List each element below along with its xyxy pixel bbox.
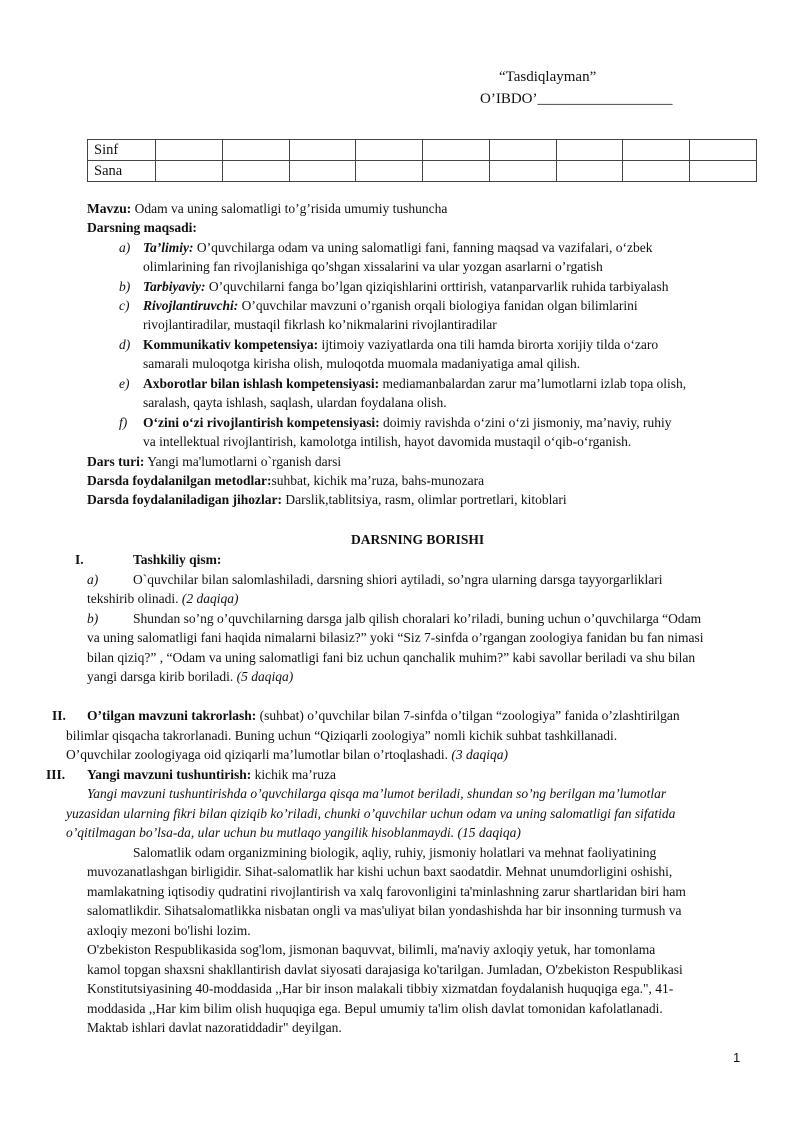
- italic-line: yuzasidan ularning fikri bilan qiziqib ko’riladi, chunki o’quvchilar uchun odam va uning salomatligi fan sifatida: [66, 806, 676, 821]
- goal-item: [143, 335, 658, 354]
- goal-title: Kommunikativ kompetensiya:: [143, 337, 319, 352]
- italic-line: o’qitilmagan bo’lsa-da, ular uchun bu mutlaqo yangilik hisoblanmaydi. (15 daqiqa): [66, 825, 521, 840]
- paragraph-line: axloqiy mezoni bo'lishi lozim.: [87, 923, 251, 938]
- goal-item: [143, 277, 668, 296]
- equipment-line: [87, 490, 567, 509]
- row-label-sinf: Sinf: [88, 140, 156, 161]
- row-label-sana: Sana: [88, 161, 156, 182]
- goal-item: [143, 296, 638, 315]
- goal-title: Axborotlar bilan ishlash kompetensiyasi:: [143, 376, 380, 391]
- table-cell: [423, 161, 490, 182]
- paragraph-line: Konstitutsiyasining 40-moddasida ,,Har bir inson malakali tibbiy xizmatdan foydalanish huquqiga ega.", 41-: [87, 981, 674, 996]
- goal-marker: d): [119, 337, 131, 352]
- paragraph-line: Salomatlik odam organizmining biologik, aqliy, ruhiy, jismoniy holatlari va mehnat faoliyatining: [133, 845, 657, 860]
- text: tekshirib olinadi.: [87, 591, 182, 606]
- goal-title: Ta’limiy:: [143, 240, 194, 255]
- table-row: [88, 161, 757, 182]
- goal-marker: c): [119, 298, 130, 313]
- time-note: (3 daqiqa): [451, 747, 509, 762]
- paragraph-line: bilan qiziq?” , “Odam va uning salomatligi fani biz uchun qanchalik muhim?” kabi savollar beriladi va shu bilan: [87, 650, 696, 665]
- table-cell: [289, 161, 356, 182]
- table-cell: [423, 140, 490, 161]
- paragraph-line: [87, 765, 336, 784]
- section-title: Tashkiliy qism:: [133, 552, 222, 567]
- table-cell: [489, 161, 556, 182]
- text: (suhbat) o’quvchilar bilan 7-sinfda o’tilgan “zoologiya” fanida o’zlashtirilgan: [256, 708, 680, 723]
- topic-label: Mavzu:: [87, 201, 132, 216]
- paragraph-line: [66, 745, 508, 764]
- paragraph-line: muvozanatlashgan birligidir. Sihat-salomatlik har kishi uchun baxt saodatdir. Mehnat unumdorligini oshishi,: [87, 864, 673, 879]
- goal-marker: f): [119, 415, 128, 430]
- goal-text-cont: olimlarining fan rivojlanishiga qo’shgan xissalarini va ular yozgan asarlarni o’rgatish: [143, 259, 603, 274]
- page-number: 1: [733, 1050, 741, 1065]
- italic-line: Yangi mavzuni tushuntirishda o’quvchilarga qisqa ma’lumot beriladi, shundan so’ng berilgan ma’lumotlar: [87, 786, 667, 801]
- paragraph-line: moddasida ,,Har kim bilim olish huquqiga ega. Bepul umumiy ta'lim olish davlat tomonidan kafolatlanadi.: [87, 1001, 663, 1016]
- section-numeral: I.: [75, 552, 84, 567]
- goal-text: ijtimoiy vaziyatlarda ona tili hamda birorta xorijiy tilda o‘zaro: [318, 337, 659, 352]
- time-note: (2 daqiqa): [181, 591, 239, 606]
- text: kichik ma’ruza: [251, 767, 337, 782]
- text: O’quvchilar zoologiyaga oid qiziqarli ma’lumotlar bilan o’rtoqlashadi.: [66, 747, 452, 762]
- section-title: O’tilgan mavzuni takrorlash:: [87, 708, 257, 723]
- time-note: (5 daqiqa): [236, 669, 294, 684]
- goal-title: O‘zini o‘zi rivojlantirish kompetensiyasi:: [143, 415, 380, 430]
- paragraph-line: kamol topgan shaxsni shakllantirish davlat siyosati darajasiga ko'tarilgan. Jumladan, O'zbekiston Respublikasi: [87, 962, 683, 977]
- goal-title: Tarbiyaviy:: [143, 279, 206, 294]
- table-cell: [289, 140, 356, 161]
- table-cell: [222, 140, 289, 161]
- goal-text-cont: saralash, qayta ishlash, saqlash, ulardan foydalana olish.: [143, 395, 447, 410]
- table-cell: [356, 140, 423, 161]
- table-row: [88, 140, 757, 161]
- table-cell: [356, 161, 423, 182]
- table-cell: [489, 140, 556, 161]
- goal-text: O’quvchilar mavzuni o’rganish orqali biologiya fanidan olgan bilimlarini: [238, 298, 638, 313]
- paragraph-line: [87, 589, 239, 608]
- lesson-type-label: Dars turi:: [87, 454, 145, 469]
- goal-text-cont: rivojlantiradilar, mustaqil fikrlash ko’nikmalarini rivojlantiradilar: [143, 317, 497, 332]
- goal-text-cont: samarali muloqotga kirisha olish, muloqotda muomala madaniyatiga amal qilish.: [143, 356, 581, 371]
- lesson-type-line: [87, 452, 341, 471]
- goal-item: [143, 413, 671, 432]
- goal-title: Rivojlantiruvchi:: [143, 298, 239, 313]
- topic-line: [87, 199, 447, 218]
- paragraph-line: O'zbekiston Respublikasida sog'lom, jismonan baquvvat, bilimli, ma'naviy axloqiy yetuk, har tomonlama: [87, 942, 656, 957]
- methods-text: suhbat, kichik ma’ruza, bahs-munozara: [271, 473, 485, 488]
- section-title: Yangi mavzuni tushuntirish:: [87, 767, 252, 782]
- class-date-table: [87, 139, 757, 182]
- paragraph-line: Shundan so’ng o’quvchilarning darsga jalb qilish choralari ko’riladi, buning uchun o’quvchilarga “Odam: [133, 611, 702, 626]
- item-marker: b): [87, 611, 99, 626]
- paragraph-line: [87, 667, 293, 686]
- table-cell: [690, 161, 757, 182]
- paragraph-line: va uning salomatligi fani haqida nimalarni bilasiz?” yoki “Siz 7-sinfda o’rgangan zoologiya fanidan bu fan nimasi: [87, 630, 704, 645]
- table-cell: [222, 161, 289, 182]
- goal-text: doimiy ravishda o‘zini o‘zi jismoniy, ma’naviy, ruhiy: [379, 415, 672, 430]
- goal-item: [143, 374, 686, 393]
- table-cell: [623, 140, 690, 161]
- goal-item: [143, 238, 652, 257]
- table-cell: [156, 140, 223, 161]
- section-numeral: II.: [52, 708, 66, 723]
- goal-marker: b): [119, 279, 131, 294]
- paragraph-line: [87, 706, 680, 725]
- section-numeral: III.: [46, 767, 66, 782]
- goal-text: O’quvchilarga odam va uning salomatligi fani, fanning maqsad va vazifalari, o‘zbek: [193, 240, 653, 255]
- text: yangi darsga kirib boriladi.: [87, 669, 237, 684]
- table-cell: [623, 161, 690, 182]
- paragraph-line: O`quvchilar bilan salomlashiladi, darsning shiori aytiladi, so’ngra ularning darsga tayyorgarliklari: [133, 572, 663, 587]
- item-marker: a): [87, 572, 99, 587]
- paragraph-line: bilimlar qisqacha takrorlanadi. Buning uchun “Qiziqarli zoologiya” nomli kichik suhbat tashkillanadi.: [66, 728, 618, 743]
- topic-text: Odam va uning salomatligi to’g’risida umumiy tushuncha: [131, 201, 448, 216]
- approval-text: “Tasdiqlayman”: [499, 69, 597, 85]
- table-cell: [156, 161, 223, 182]
- equipment-text: Darslik,tablitsiya, rasm, olimlar portretlari, kitoblari: [282, 492, 567, 507]
- goal-marker: e): [119, 376, 130, 391]
- table-cell: [556, 161, 623, 182]
- paragraph-line: salomatlikdir. Sihatsalomatlikka nisbatan ongli va mas'uliyat bilan yondashishda har bir insonning turmush va: [87, 903, 682, 918]
- paragraph-line: mamlakatning iqtisodiy qudratini rivojlantirish va xalq farovonligini ta'minlashning zarur shartlaridan biri ham: [87, 884, 686, 899]
- course-title: DARSNING BORISHI: [351, 532, 485, 547]
- methods-label: Darsda foydalanilgan metodlar:: [87, 473, 272, 488]
- goal-text: O’quvchilarni fanga bo’lgan qiziqishlarini orttirish, vatanparvarlik ruhida tarbiyalash: [205, 279, 669, 294]
- goal-marker: a): [119, 240, 131, 255]
- goals-heading: Darsning maqsadi:: [87, 220, 197, 235]
- goal-text-cont: va intellektual rivojlantirish, kamolotga intilish, hayot davomida mustaqil o‘qib-o‘rganish.: [143, 434, 632, 449]
- lesson-type-text: Yangi ma'lumotlarni o`rganish darsi: [144, 454, 342, 469]
- methods-line: [87, 471, 484, 490]
- goal-text: mediamanbalardan zarur ma’lumotlarni izlab topa olish,: [379, 376, 687, 391]
- table-cell: [690, 140, 757, 161]
- table-cell: [556, 140, 623, 161]
- paragraph-line: Maktab ishlari davlat nazoratiddadir" deyilgan.: [87, 1020, 342, 1035]
- signature-line: O’IBDO’__________________: [480, 91, 673, 107]
- equipment-label: Darsda foydalaniladigan jihozlar:: [87, 492, 283, 507]
